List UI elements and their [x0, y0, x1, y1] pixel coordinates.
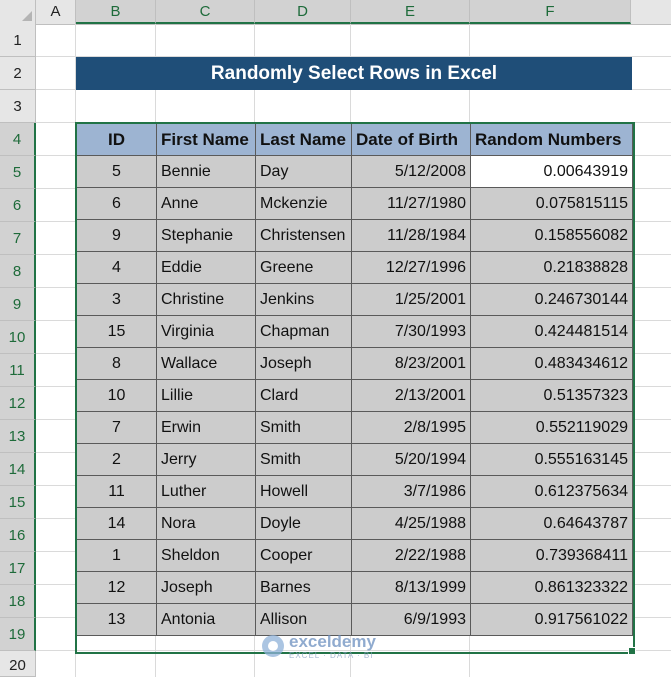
column-header-e[interactable]: E: [351, 0, 470, 24]
cell-random-number[interactable]: 0.739368411: [471, 540, 633, 572]
cell-date-of-birth[interactable]: 11/28/1984: [352, 220, 471, 252]
cell-id[interactable]: 6: [77, 188, 157, 220]
row-header-9[interactable]: 9: [0, 288, 36, 321]
table-row: [77, 508, 633, 540]
cell-first-name[interactable]: Eddie: [157, 252, 256, 284]
cell-last-name[interactable]: Howell: [256, 476, 352, 508]
cell-date-of-birth[interactable]: 5/12/2008: [352, 156, 471, 188]
cell-random-number[interactable]: 0.552119029: [471, 412, 633, 444]
cell-first-name[interactable]: Lillie: [157, 380, 256, 412]
cell-random-number[interactable]: 0.483434612: [471, 348, 633, 380]
table-row: [77, 284, 633, 316]
cell-random-number[interactable]: 0.555163145: [471, 444, 633, 476]
cell-last-name[interactable]: Smith: [256, 444, 352, 476]
cell-date-of-birth[interactable]: 12/27/1996: [352, 252, 471, 284]
select-all-button[interactable]: [0, 0, 36, 24]
row-header-16[interactable]: 16: [0, 519, 36, 552]
table-row: [77, 412, 633, 444]
select-all-triangle-icon: [22, 11, 32, 21]
watermark-name: exceldemy: [289, 631, 376, 651]
cell-random-number[interactable]: 0.917561022: [471, 604, 633, 636]
cell-last-name[interactable]: Joseph: [256, 348, 352, 380]
cell-random-number[interactable]: 0.424481514: [471, 316, 633, 348]
row-header-18[interactable]: 18: [0, 585, 36, 618]
cell-date-of-birth[interactable]: 2/22/1988: [352, 540, 471, 572]
cell-random-number[interactable]: 0.861323322: [471, 572, 633, 604]
cell-random-number[interactable]: 0.612375634: [471, 476, 633, 508]
cell-id[interactable]: 3: [77, 284, 157, 316]
table-row: [77, 476, 633, 508]
cell-id[interactable]: 13: [77, 604, 157, 636]
cell-first-name[interactable]: Nora: [157, 508, 256, 540]
table-row: [77, 220, 633, 252]
cell-first-name[interactable]: Stephanie: [157, 220, 256, 252]
cell-date-of-birth[interactable]: 2/8/1995: [352, 412, 471, 444]
cell-id[interactable]: 14: [77, 508, 157, 540]
header-first-name[interactable]: First Name: [157, 124, 256, 156]
table-header-row: [77, 124, 633, 156]
table-row: [77, 540, 633, 572]
row-header-19[interactable]: 19: [0, 618, 36, 651]
cell-date-of-birth[interactable]: 2/13/2001: [352, 380, 471, 412]
column-header-d[interactable]: D: [255, 0, 351, 24]
header-random-numbers[interactable]: Random Numbers: [471, 124, 633, 156]
cell-id[interactable]: 15: [77, 316, 157, 348]
cell-first-name[interactable]: Luther: [157, 476, 256, 508]
row-header-8[interactable]: 8: [0, 255, 36, 288]
cell-last-name[interactable]: Chapman: [256, 316, 352, 348]
row-header-15[interactable]: 15: [0, 486, 36, 519]
row-header-11[interactable]: 11: [0, 354, 36, 387]
cell-last-name[interactable]: Jenkins: [256, 284, 352, 316]
cell-first-name[interactable]: Wallace: [157, 348, 256, 380]
row-header-20[interactable]: 20: [0, 651, 36, 677]
data-table: [76, 123, 633, 636]
cell-random-number[interactable]: 0.64643787: [471, 508, 633, 540]
cell-last-name[interactable]: Barnes: [256, 572, 352, 604]
cell-random-number[interactable]: 0.21838828: [471, 252, 633, 284]
cell-random-number[interactable]: 0.158556082: [471, 220, 633, 252]
row-header-17[interactable]: 17: [0, 552, 36, 585]
cell-date-of-birth[interactable]: 8/23/2001: [352, 348, 471, 380]
sheet-title[interactable]: Randomly Select Rows in Excel: [76, 57, 632, 90]
table-row: [77, 572, 633, 604]
cell-last-name[interactable]: Smith: [256, 412, 352, 444]
row-header-6[interactable]: 6: [0, 189, 36, 222]
row-header-1[interactable]: 1: [0, 24, 36, 57]
cell-last-name[interactable]: Day: [256, 156, 352, 188]
header-last-name[interactable]: Last Name: [256, 124, 352, 156]
table-row: [77, 316, 633, 348]
cell-date-of-birth[interactable]: 3/7/1986: [352, 476, 471, 508]
cell-first-name[interactable]: Antonia: [157, 604, 256, 636]
cell-last-name[interactable]: Clard: [256, 380, 352, 412]
cell-first-name[interactable]: Joseph: [157, 572, 256, 604]
cell-first-name[interactable]: Bennie: [157, 156, 256, 188]
table-row: [77, 444, 633, 476]
watermark: [262, 631, 376, 661]
cell-first-name[interactable]: Jerry: [157, 444, 256, 476]
cell-first-name[interactable]: Virginia: [157, 316, 256, 348]
exceldemy-logo-icon: [262, 635, 284, 657]
row-header-3[interactable]: 3: [0, 90, 36, 123]
row-header-13[interactable]: 13: [0, 420, 36, 453]
cell-id[interactable]: 1: [77, 540, 157, 572]
table-row: [77, 380, 633, 412]
row-header-5[interactable]: 5: [0, 156, 36, 189]
cell-id[interactable]: 10: [77, 380, 157, 412]
column-header-c[interactable]: C: [156, 0, 255, 24]
cell-last-name[interactable]: Allison: [256, 604, 352, 636]
fill-handle[interactable]: [628, 647, 636, 655]
cell-id[interactable]: 2: [77, 444, 157, 476]
header-date-of-birth[interactable]: Date of Birth: [352, 124, 471, 156]
cell-random-number[interactable]: 0.246730144: [471, 284, 633, 316]
cell-date-of-birth[interactable]: 6/9/1993: [352, 604, 471, 636]
row-header-10[interactable]: 10: [0, 321, 36, 354]
cell-first-name[interactable]: Christine: [157, 284, 256, 316]
cell-first-name[interactable]: Sheldon: [157, 540, 256, 572]
cell-date-of-birth[interactable]: 7/30/1993: [352, 316, 471, 348]
column-header-f[interactable]: F: [470, 0, 631, 24]
table-row: [77, 348, 633, 380]
column-header-b[interactable]: B: [76, 0, 156, 24]
cell-random-number[interactable]: 0.51357323: [471, 380, 633, 412]
row-header-4[interactable]: 4: [0, 123, 36, 156]
cell-id[interactable]: 12: [77, 572, 157, 604]
cell-random-number[interactable]: 0.075815115: [471, 188, 633, 220]
row-header-14[interactable]: 14: [0, 453, 36, 486]
table-row: [77, 252, 633, 284]
cell-random-number[interactable]: 0.00643919: [471, 156, 633, 188]
cell-first-name[interactable]: Erwin: [157, 412, 256, 444]
cell-id[interactable]: 11: [77, 476, 157, 508]
cell-id[interactable]: 7: [77, 412, 157, 444]
watermark-tagline: EXCEL · DATA · BI: [289, 650, 374, 660]
cell-id[interactable]: 5: [77, 156, 157, 188]
table-row: [77, 156, 633, 188]
row-header-12[interactable]: 12: [0, 387, 36, 420]
cell-last-name[interactable]: Cooper: [256, 540, 352, 572]
column-header-a[interactable]: A: [36, 0, 76, 24]
cell-last-name[interactable]: Doyle: [256, 508, 352, 540]
table-row: [77, 188, 633, 220]
row-header-2[interactable]: 2: [0, 57, 36, 90]
row-header-7[interactable]: 7: [0, 222, 36, 255]
cell-id[interactable]: 8: [77, 348, 157, 380]
cell-id[interactable]: 4: [77, 252, 157, 284]
cell-first-name[interactable]: Anne: [157, 188, 256, 220]
cell-last-name[interactable]: Mckenzie: [256, 188, 352, 220]
cell-last-name[interactable]: Christensen: [256, 220, 352, 252]
cell-date-of-birth[interactable]: 4/25/1988: [352, 508, 471, 540]
cell-last-name[interactable]: Greene: [256, 252, 352, 284]
cell-date-of-birth[interactable]: 1/25/2001: [352, 284, 471, 316]
cell-date-of-birth[interactable]: 8/13/1999: [352, 572, 471, 604]
cell-date-of-birth[interactable]: 11/27/1980: [352, 188, 471, 220]
cell-date-of-birth[interactable]: 5/20/1994: [352, 444, 471, 476]
header-id[interactable]: ID: [77, 124, 157, 156]
cell-id[interactable]: 9: [77, 220, 157, 252]
